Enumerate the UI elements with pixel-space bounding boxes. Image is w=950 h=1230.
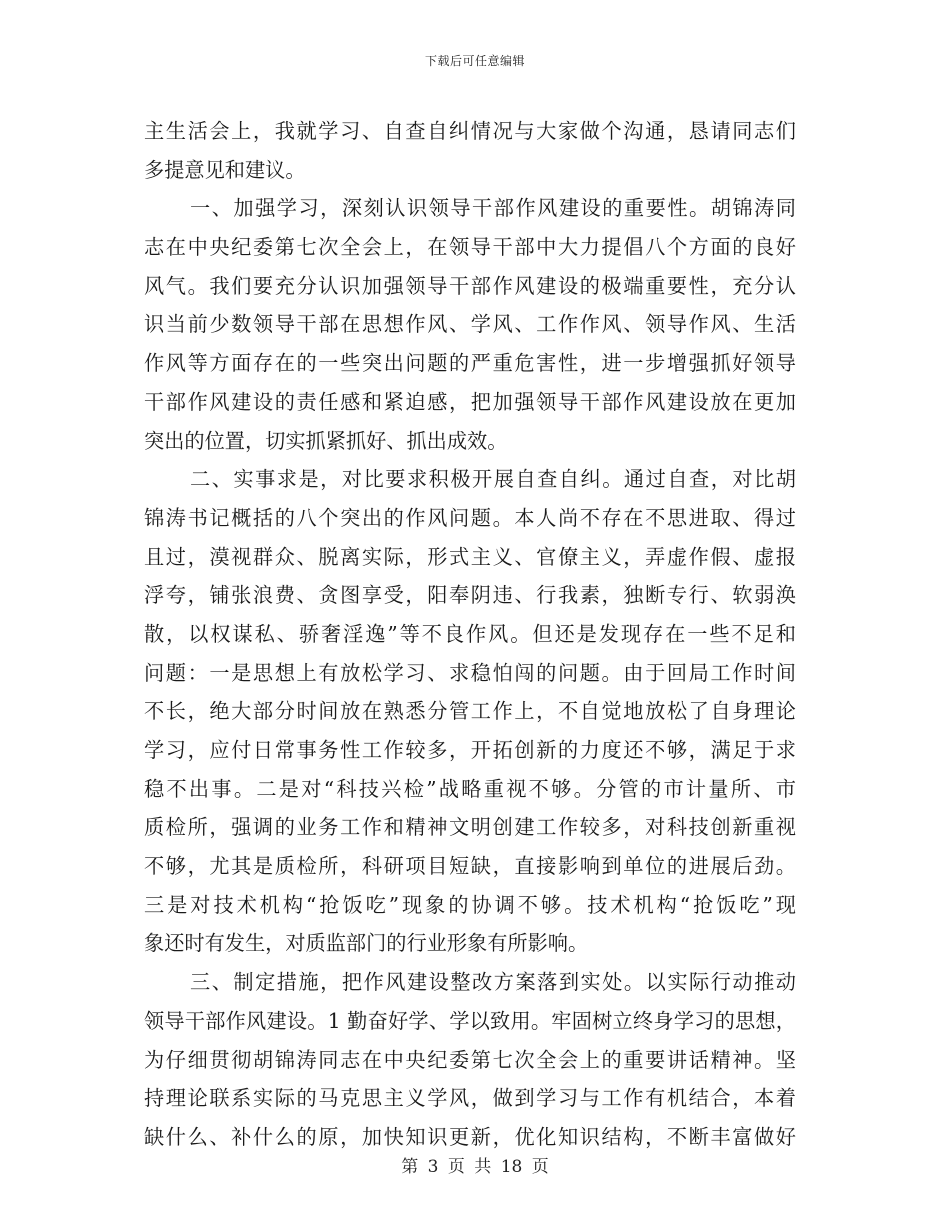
text-line: 识当前少数领导干部在思想作风、学风、工作作风、领导作风、生活 xyxy=(144,312,796,337)
section-heading-line: 二、实事求是，对比要求积极开展自查自纠。通过自查，对比胡 xyxy=(190,467,796,492)
text-line: 干部作风建设的责任感和紧迫感，把加强领导干部作风建设放在更加 xyxy=(144,389,796,414)
text-line: 不够，尤其是质检所，科研项目短缺，直接影响到单位的进展后劲。 xyxy=(144,854,796,879)
text-line: 且过，漠视群众、脱离实际，形式主义、官僚主义，弄虚作假、虚报 xyxy=(144,544,796,569)
section-heading-line: 一、加强学习，深刻认识领导干部作风建设的重要性。胡锦涛同 xyxy=(190,196,796,221)
text-line: 质检所，强调的业务工作和精神文明创建工作较多，对科技创新重视 xyxy=(144,815,796,840)
text-line: 持理论联系实际的马克思主义学风，做到学习与工作有机结合，本着 xyxy=(144,1086,796,1111)
text-line: 主生活会上，我就学习、自查自纠情况与大家做个沟通，恳请同志们 xyxy=(144,119,796,143)
text-line: 志在中央纪委第七次全会上，在领导干部中大力提倡八个方面的良好 xyxy=(144,235,796,260)
text-line: 不长，绝大部分时间放在熟悉分管工作上，不自觉地放松了自身理论 xyxy=(144,699,796,724)
text-line: 风气。我们要充分认识加强领导干部作风建设的极端重要性，充分认 xyxy=(144,273,796,298)
text-line: 领导干部作风建设。1 勤奋好学、学以致用。牢固树立终身学习的思想， xyxy=(144,1008,796,1033)
document-body xyxy=(144,112,796,1157)
text-line: 突出的位置，切实抓紧抓好、抓出成效。 xyxy=(144,428,508,453)
text-line: 象还时有发生，对质监部门的行业形象有所影响。 xyxy=(144,931,589,956)
text-line: 稳不出事。二是对“科技兴检”战略重视不够。分管的市计量所、市 xyxy=(144,776,796,801)
text-line: 锦涛书记概括的八个突出的作风问题。本人尚不存在不思进取、得过 xyxy=(144,505,796,530)
page-number-footer: 第 3 页 共 18 页 xyxy=(401,1157,549,1177)
text-line: 散，以权谋私、骄奢淫逸”等不良作风。但还是发现存在一些不足和 xyxy=(144,621,796,646)
text-line: 缺什么、补什么的原，加快知识更新，优化知识结构，不断丰富做好 xyxy=(144,1124,796,1149)
section-heading-line: 三、制定措施，把作风建设整改方案落到实处。以实际行动推动 xyxy=(190,970,796,995)
text-line: 多提意见和建议。 xyxy=(144,157,306,182)
text-line: 学习，应付日常事务性工作较多，开拓创新的力度还不够，满足于求 xyxy=(144,738,796,762)
page-header-note: 下载后可任意编辑 xyxy=(424,54,525,68)
text-line: 作风等方面存在的一些突出问题的严重危害性，进一步增强抓好领导 xyxy=(144,351,796,376)
text-line: 浮夸，铺张浪费、贪图享受，阳奉阴违、行我素，独断专行、软弱涣 xyxy=(144,583,796,608)
text-line: 问题：一是思想上有放松学习、求稳怕闯的问题。由于回局工作时间 xyxy=(144,660,796,685)
text-line: 三是对技术机构“抢饭吃”现象的协调不够。技术机构“抢饭吃”现 xyxy=(144,892,796,917)
text-line: 为仔细贯彻胡锦涛同志在中央纪委第七次全会上的重要讲话精神。坚 xyxy=(144,1047,796,1072)
